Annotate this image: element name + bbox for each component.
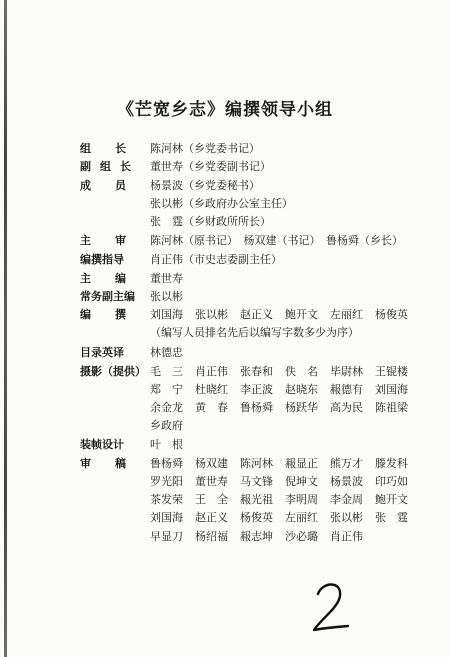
person-name: 肖正伟	[195, 365, 228, 378]
person-name: 印巧如	[375, 475, 408, 488]
person-name: 张春和	[240, 365, 273, 378]
name-row	[150, 509, 420, 525]
person-name: 李金周	[330, 493, 363, 506]
person-name: 马文锋	[240, 475, 273, 488]
person-name: 早显刀	[150, 530, 183, 543]
person-name: 张 霆	[375, 511, 408, 524]
entry-value: 陈河林（原书记） 杨双建（书记） 鲁杨舜（乡长）	[150, 234, 403, 247]
entry-value: 张 霆（乡财政所所长）	[150, 215, 271, 228]
person-name: 赧显正	[285, 457, 318, 470]
handwritten-page-number	[310, 580, 350, 635]
entry-label: 副组长	[80, 160, 140, 173]
person-name: 左丽红	[285, 511, 318, 524]
person-name: 余金龙	[150, 401, 183, 414]
person-name: 肖正伟	[330, 530, 363, 543]
name-row	[150, 528, 375, 544]
name-row	[150, 473, 420, 489]
name-row	[150, 306, 420, 322]
person-name: 倪坤文	[285, 475, 318, 488]
person-name: 毕尉林	[330, 365, 363, 378]
entry-value: 陈河林（乡党委书记）	[150, 142, 260, 155]
person-name: 熊万才	[330, 457, 363, 470]
entry-label: 成员	[80, 179, 150, 192]
entry-value: 肖正伟（市史志委副主任）	[150, 253, 282, 266]
person-name: 赵正义	[195, 511, 228, 524]
entry-value: 董世寿	[150, 272, 183, 285]
person-name: 左丽红	[330, 308, 363, 321]
entry-label: 审稿	[80, 457, 150, 470]
entry-label: 目录英译	[80, 346, 124, 359]
name-row	[150, 491, 420, 507]
person-name: 赵晓东	[285, 383, 318, 396]
person-name: 滕发科	[375, 457, 408, 470]
entry-value: 张以彬	[150, 290, 183, 303]
person-name: 鲁杨舜	[240, 401, 273, 414]
person-name: 郑 宁	[150, 383, 183, 396]
person-name: 张以彬	[195, 308, 228, 321]
entry-label: 装帧设计	[80, 438, 124, 451]
person-name: 罗光阳	[150, 475, 183, 488]
person-name: 陈祖梁	[375, 401, 408, 414]
person-name: 赧德有	[330, 383, 363, 396]
person-name: 鲍开文	[285, 308, 318, 321]
entry-value: 杨景波（乡党委秘书）	[150, 179, 260, 192]
person-name: 杨景波	[330, 475, 363, 488]
entry-label: 编撰	[80, 308, 150, 321]
name-row	[150, 381, 420, 397]
person-name: 茶发荣	[150, 493, 183, 506]
person-name: 杜晓红	[195, 383, 228, 396]
person-name: 鲁杨舜	[150, 457, 183, 470]
person-name: 黄 春	[195, 401, 228, 414]
person-name: 张以彬	[330, 511, 363, 524]
person-name: 佚 名	[285, 365, 318, 378]
person-name: 董世寿	[195, 475, 228, 488]
person-name: 杨绍福	[195, 530, 228, 543]
entry-label: 编撰指导	[80, 253, 124, 266]
person-name: 刘国海	[375, 383, 408, 396]
entry-label: 摄影（提供）	[80, 365, 146, 378]
entry-label: 主编	[80, 272, 150, 285]
person-name: 赧志坤	[240, 530, 273, 543]
person-name: 沙必璐	[285, 530, 318, 543]
person-name: 杨俊英	[375, 308, 408, 321]
person-name: 陈河林	[240, 457, 273, 470]
entry-value: （编写人员排名先后以编写字数多少为序）	[150, 326, 359, 339]
person-name: 王 全	[195, 493, 228, 506]
entry-value: 叶 根	[150, 438, 183, 451]
person-name: 杨双建	[195, 457, 228, 470]
person-name: 李正波	[240, 383, 273, 396]
entry-value: 张以彬（乡政府办公室主任）	[150, 197, 293, 210]
person-name: 杨俊英	[240, 511, 273, 524]
entry-value: 董世寿（乡党委副书记）	[150, 160, 271, 173]
person-name: 杨跃华	[285, 401, 318, 414]
entry-value: 林德忠	[150, 346, 183, 359]
name-row	[150, 455, 420, 471]
entry-label: 常务副主编	[80, 290, 135, 303]
person-name: 高为民	[330, 401, 363, 414]
entry-label: 主审	[80, 234, 150, 247]
entry-label: 组长	[80, 142, 150, 155]
person-name: 赧光祖	[240, 493, 273, 506]
person-name: 毛 三	[150, 365, 183, 378]
person-name: 王锟楼	[375, 365, 408, 378]
person-name: 李明周	[285, 493, 318, 506]
name-row	[150, 399, 420, 415]
page-title: 《芒宽乡志》编撰领导小组	[117, 100, 333, 120]
person-name: 赵正义	[240, 308, 273, 321]
person-name: 刘国海	[150, 511, 183, 524]
person-name: 鲍开文	[375, 493, 408, 506]
entry-value: 乡政府	[150, 419, 183, 432]
person-name: 刘国海	[150, 308, 183, 321]
name-row	[150, 363, 420, 379]
